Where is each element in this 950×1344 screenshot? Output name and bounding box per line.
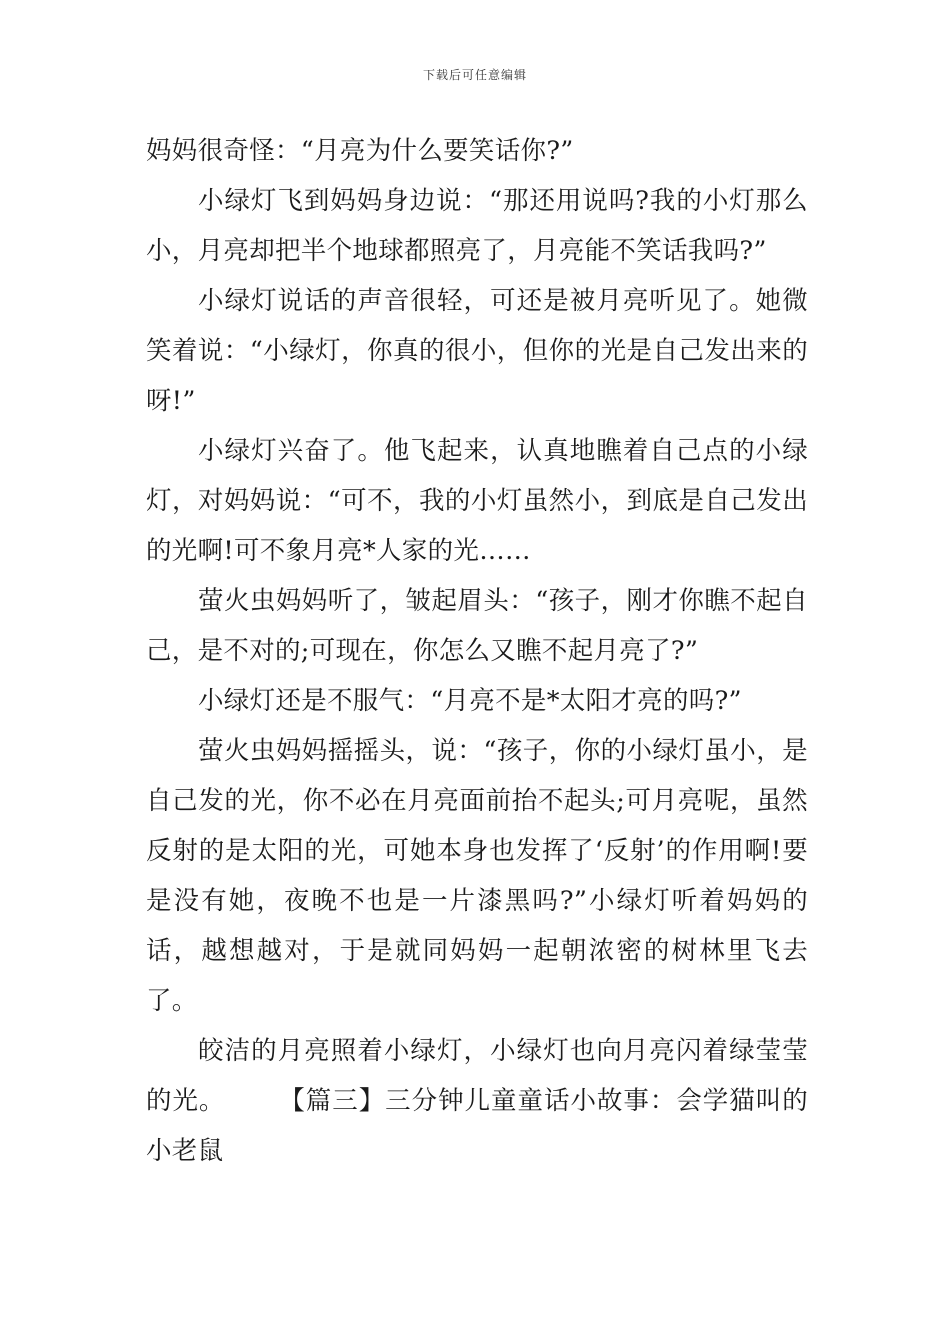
paragraph-5: 萤火虫妈妈听了，皱起眉头：“孩子，刚才你瞧不起自己，是不对的;可现在，你怎么又瞧不起月亮了?” [146, 586, 808, 666]
paragraph-7: 萤火虫妈妈摇摇头，说：“孩子，你的小绿灯虽小，是自己发的光，你不必在月亮面前抬不起头;可月亮呢，虽然反射的是太阳的光，可她本身也发挥了‘反射’的作用啊!要是没有她，夜晚不也是一片漆黑吗?”小绿灯听着妈妈的话，越想越对，于是就同妈妈一起朝浓密的树林里飞去了。 [146, 736, 808, 1016]
paragraph-6: 小绿灯还是不服气：“月亮不是*太阳才亮的吗?” [198, 686, 742, 716]
paragraph-4: 小绿灯兴奋了。他飞起来，认真地瞧着自己点的小绿灯，对妈妈说：“可不，我的小灯虽然小，到底是自己发出的光啊!可不象月亮*人家的光…… [146, 436, 808, 566]
paragraph-2: 小绿灯飞到妈妈身边说：“那还用说吗?我的小灯那么小，月亮却把半个地球都照亮了，月亮能不笑话我吗?” [146, 186, 808, 266]
paragraph-1: 妈妈很奇怪：“月亮为什么要笑话你?” [146, 136, 574, 166]
paragraph-3: 小绿灯说话的声音很轻，可还是被月亮听见了。她微笑着说：“小绿灯，你真的很小，但你的光是自己发出来的呀!” [146, 286, 808, 416]
page-header: 下载后可任意编辑 [422, 68, 527, 82]
paragraph-8: 皎洁的月亮照着小绿灯，小绿灯也向月亮闪着绿莹莹的光。 【篇三】三分钟儿童童话小故事：会学猫叫的小老鼠 [146, 1036, 808, 1166]
document-body [146, 126, 808, 1176]
